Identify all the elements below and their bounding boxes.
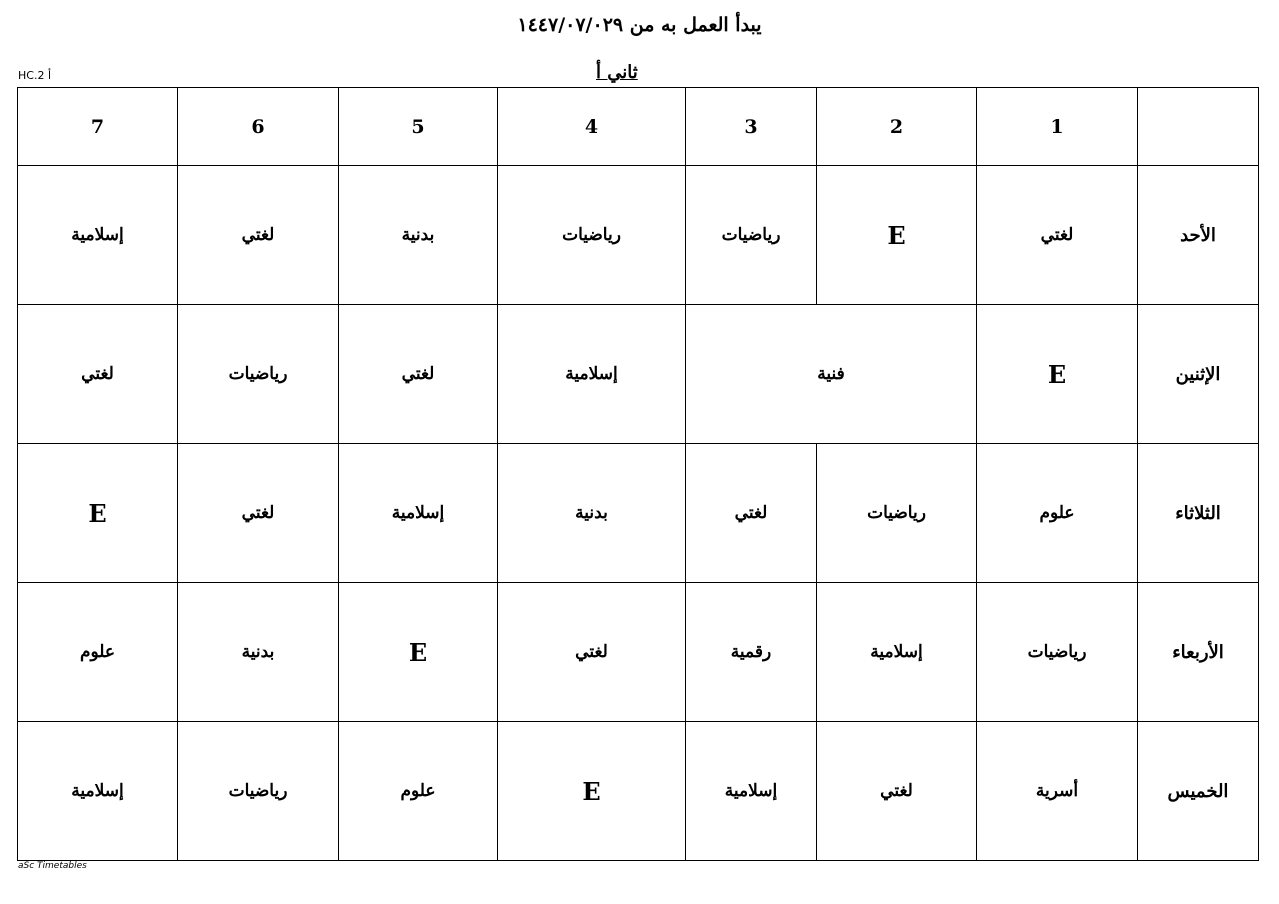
lesson-cell: E xyxy=(498,722,686,861)
class-code: HC.2 أ xyxy=(18,69,52,82)
day-label: الإثنين xyxy=(1138,305,1259,444)
lesson-cell: رياضيات xyxy=(817,444,977,583)
lesson-cell: E xyxy=(817,166,977,305)
lesson-cell: بدنية xyxy=(339,166,498,305)
day-row-monday xyxy=(18,305,1259,444)
day-label: الخميس xyxy=(1138,722,1259,861)
lesson-cell: رياضيات xyxy=(977,583,1138,722)
period-header: 1 xyxy=(977,88,1138,166)
lesson-cell: علوم xyxy=(18,583,178,722)
period-header: 3 xyxy=(686,88,817,166)
lesson-cell: علوم xyxy=(339,722,498,861)
lesson-cell: بدنية xyxy=(178,583,339,722)
day-label: الثلاثاء xyxy=(1138,444,1259,583)
class-name: ثاني أ xyxy=(596,62,638,83)
lesson-cell-double: فنية xyxy=(686,305,977,444)
lesson-cell: لغتي xyxy=(178,444,339,583)
lesson-cell: إسلامية xyxy=(339,444,498,583)
lesson-cell: رقمية xyxy=(686,583,817,722)
lesson-cell: لغتي xyxy=(977,166,1138,305)
lesson-cell: رياضيات xyxy=(686,166,817,305)
lesson-cell: رياضيات xyxy=(498,166,686,305)
day-row-sunday xyxy=(18,166,1259,305)
lesson-cell: بدنية xyxy=(498,444,686,583)
period-header-row xyxy=(18,88,1259,166)
generator-credit: aSc Timetables xyxy=(18,861,87,871)
lesson-cell: إسلامية xyxy=(817,583,977,722)
day-row-tuesday xyxy=(18,444,1259,583)
lesson-cell: E xyxy=(18,444,178,583)
lesson-cell: لغتي xyxy=(18,305,178,444)
lesson-cell: إسلامية xyxy=(18,722,178,861)
day-label: الأربعاء xyxy=(1138,583,1259,722)
lesson-cell: E xyxy=(977,305,1138,444)
page-title: يبدأ العمل به من ١٤٤٧/٠٧/٠٢٩ xyxy=(517,14,762,36)
lesson-cell: إسلامية xyxy=(498,305,686,444)
lesson-cell: إسلامية xyxy=(686,722,817,861)
corner-cell xyxy=(1138,88,1259,166)
lesson-cell: لغتي xyxy=(178,166,339,305)
lesson-cell: لغتي xyxy=(498,583,686,722)
period-header: 4 xyxy=(498,88,686,166)
period-header: 2 xyxy=(817,88,977,166)
lesson-cell: رياضيات xyxy=(178,305,339,444)
lesson-cell: علوم xyxy=(977,444,1138,583)
lesson-cell: لغتي xyxy=(817,722,977,861)
lesson-cell: رياضيات xyxy=(178,722,339,861)
day-label: الأحد xyxy=(1138,166,1259,305)
lesson-cell: إسلامية xyxy=(18,166,178,305)
timetable xyxy=(17,87,1259,861)
period-header: 7 xyxy=(18,88,178,166)
lesson-cell: E xyxy=(339,583,498,722)
period-header: 5 xyxy=(339,88,498,166)
day-row-thursday xyxy=(18,722,1259,861)
day-row-wednesday xyxy=(18,583,1259,722)
period-header: 6 xyxy=(178,88,339,166)
lesson-cell: لغتي xyxy=(686,444,817,583)
lesson-cell: لغتي xyxy=(339,305,498,444)
lesson-cell: أسرية xyxy=(977,722,1138,861)
